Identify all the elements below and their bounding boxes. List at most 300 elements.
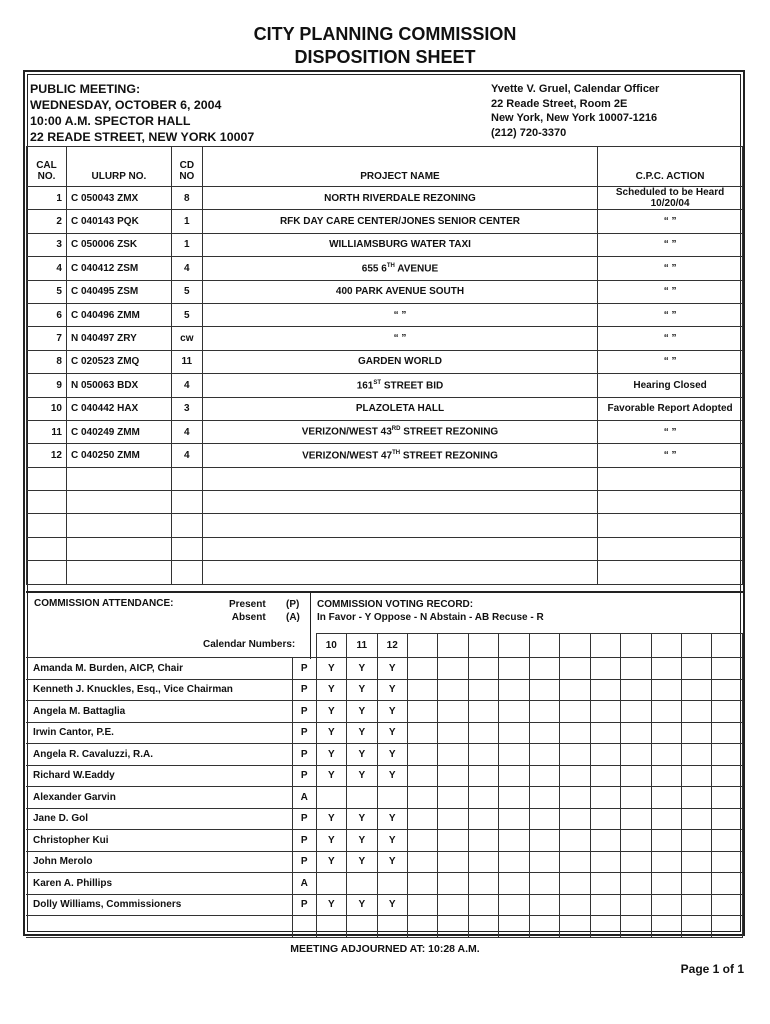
project-name-part: VERIZON/WEST 43 [301,426,392,438]
cpc-action: “ ” [598,303,743,326]
vote-cell [407,787,437,809]
vote-cell: Y [347,679,377,701]
project-name [202,420,597,443]
attendance-status: P [292,894,316,916]
empty-cell [202,467,597,490]
project-name: GARDEN WORLD [202,350,597,373]
vote-cell: Y [347,658,377,680]
calendar-number: 12 [377,634,407,658]
project-name-part: VERIZON/WEST 47 [302,450,393,462]
calendar-number [621,634,651,658]
commissioner-row [26,744,743,766]
cd-no: 3 [171,397,202,420]
page-number: Page 1 of 1 [680,962,744,976]
vote-cell [712,701,743,723]
project-name: WILLIAMSBURG WATER TAXI [202,233,597,256]
project-row [27,187,743,210]
project-name [202,374,597,397]
cd-no: 5 [171,280,202,303]
vote-cell [529,765,559,787]
vote-cell [560,701,590,723]
vote-cell [651,744,681,766]
attendance-status: P [292,830,316,852]
vote-cell [499,830,529,852]
ulurp-no: N 050063 BDX [66,374,171,397]
empty-cell [651,916,681,938]
vote-cell [712,851,743,873]
cal-no: 4 [27,257,67,280]
empty-cell [598,537,743,560]
vote-cell: Y [347,894,377,916]
empty-cell [202,514,597,537]
project-name-header: PROJECT NAME [202,147,597,187]
vote-cell [529,701,559,723]
calendar-number [590,634,620,658]
ulurp-no: C 040496 ZMM [66,303,171,326]
empty-cell [499,916,529,938]
vote-cell [560,873,590,895]
vote-cell [682,744,712,766]
vote-cell: Y [377,744,407,766]
vote-cell [438,830,468,852]
commissioner-row [26,830,743,852]
vote-cell [438,851,468,873]
empty-cell [682,916,712,938]
project-row [27,397,743,420]
vote-cell [499,701,529,723]
vote-cell [529,873,559,895]
vote-cell: Y [316,679,346,701]
commissioner-row [26,679,743,701]
page-subtitle: DISPOSITION SHEET [294,47,476,67]
vote-cell [499,679,529,701]
commissioner-name: Angela R. Cavaluzzi, R.A. [26,744,292,766]
vote-cell: Y [377,894,407,916]
vote-cell [529,830,559,852]
vote-cell [499,787,529,809]
vote-cell [316,787,346,809]
vote-cell [407,851,437,873]
vote-cell [682,679,712,701]
project-row [27,444,743,467]
meeting-line: 22 READE STREET, NEW YORK 10007 [30,130,255,144]
vote-cell: Y [347,744,377,766]
ulurp-no: C 040495 ZSM [66,280,171,303]
vote-cell [499,808,529,830]
vote-cell [438,765,468,787]
ulurp-no: C 040412 ZSM [66,257,171,280]
vote-cell [712,873,743,895]
commissioner-name: John Merolo [26,851,292,873]
project-name-part: AVENUE [394,263,439,275]
vote-cell [621,658,651,680]
cal-no: 2 [27,210,67,233]
vote-cell [712,830,743,852]
vote-cell [712,679,743,701]
vote-cell [590,894,620,916]
project-name [202,444,597,467]
commissioner-name: Kenneth J. Knuckles, Esq., Vice Chairman [26,679,292,701]
empty-project-row [27,467,743,490]
ulurp-no: C 040249 ZMM [66,420,171,443]
vote-cell [621,873,651,895]
vote-cell [560,679,590,701]
project-name-suffix: TH [386,262,395,269]
project-name: RFK DAY CARE CENTER/JONES SENIOR CENTER [202,210,597,233]
calendar-number [499,634,529,658]
vote-cell [347,873,377,895]
empty-cell [26,916,292,938]
project-name: “ ” [202,327,597,350]
vote-cell [407,744,437,766]
attendance-status: P [292,765,316,787]
ulurp-no: C 040442 HAX [66,397,171,420]
ulurp-no: C 050043 ZMX [66,187,171,210]
vote-cell [651,808,681,830]
cpc-action-header: C.P.C. ACTION [598,147,743,187]
empty-cell [27,467,67,490]
vote-cell [651,851,681,873]
project-name: PLAZOLETA HALL [202,397,597,420]
ulurp-no: C 040250 ZMM [66,444,171,467]
cal-no: 9 [27,374,67,397]
vote-cell [560,894,590,916]
project-table-header [27,147,743,187]
commissioner-name: Richard W.Eaddy [26,765,292,787]
empty-project-row [27,537,743,560]
vote-cell [407,873,437,895]
attendance-status: P [292,701,316,723]
vote-cell [407,765,437,787]
vote-cell: Y [347,830,377,852]
vote-cell: Y [377,701,407,723]
empty-cell [171,561,202,584]
project-row [27,280,743,303]
project-row [27,327,743,350]
vote-cell: Y [316,722,346,744]
vote-cell [682,722,712,744]
empty-cell [27,561,67,584]
vote-cell [468,744,498,766]
empty-cell [171,537,202,560]
commissioner-name: Angela M. Battaglia [26,701,292,723]
vote-cell [560,851,590,873]
vote-cell [590,658,620,680]
empty-cell [598,514,743,537]
calendar-number [712,634,743,658]
attendance-status: P [292,722,316,744]
vote-cell [529,679,559,701]
vote-cell: Y [316,851,346,873]
vote-cell [468,830,498,852]
calendar-number [438,634,468,658]
officer-line: New York, New York 10007-1216 [491,112,658,124]
vote-cell [682,658,712,680]
vote-cell [651,765,681,787]
empty-cell [202,561,597,584]
vote-cell [590,679,620,701]
calendar-numbers-row [26,634,743,658]
vote-cell [407,701,437,723]
attendance-status: A [292,787,316,809]
attendance-status: A [292,873,316,895]
meeting-line: WEDNESDAY, OCTOBER 6, 2004 [30,98,222,112]
attendance-status: P [292,851,316,873]
vote-cell [438,787,468,809]
vote-cell: Y [377,808,407,830]
commissioner-row [26,722,743,744]
cal-no: 6 [27,303,67,326]
empty-cell [468,916,498,938]
vote-cell [682,808,712,830]
vote-cell [621,894,651,916]
project-name-suffix: TH [392,449,401,456]
vote-cell [468,787,498,809]
empty-cell [407,916,437,938]
calendar-number [560,634,590,658]
empty-cell [598,467,743,490]
vote-cell [499,851,529,873]
officer-line: Yvette V. Gruel, Calendar Officer [491,83,660,95]
vote-cell [590,701,620,723]
vote-cell [560,658,590,680]
attendance-codes: (P) (A) [286,599,300,623]
attendance-status: P [292,808,316,830]
vote-cell [529,787,559,809]
vote-cell: Y [347,722,377,744]
vote-cell [377,873,407,895]
cal-no: 5 [27,280,67,303]
vote-cell [529,658,559,680]
cd-no: 8 [171,187,202,210]
vote-cell [529,894,559,916]
vote-cell [682,787,712,809]
cd-no: 4 [171,257,202,280]
commissioner-name: Dolly Williams, Commissioners [26,894,292,916]
vote-cell [468,722,498,744]
empty-cell [347,916,377,938]
vote-cell [438,744,468,766]
empty-commissioner-row [26,916,743,938]
project-row [27,233,743,256]
vote-cell [651,894,681,916]
attendance-legend: Present Absent [229,599,266,623]
empty-cell [66,491,171,514]
commissioner-name: Christopher Kui [26,830,292,852]
vote-cell [590,744,620,766]
vote-cell: Y [316,701,346,723]
vote-cell [438,808,468,830]
commissioner-row [26,851,743,873]
empty-project-row [27,561,743,584]
vote-cell [590,830,620,852]
vote-cell [590,808,620,830]
vote-cell [468,851,498,873]
meeting-info [30,81,254,145]
project-table [26,146,743,585]
cd-no: cw [171,327,202,350]
vote-cell [590,722,620,744]
cd-no: 11 [171,350,202,373]
vote-cell [682,894,712,916]
vote-cell [560,744,590,766]
empty-cell [66,514,171,537]
commissioner-row [26,894,743,916]
vote-cell [407,894,437,916]
cal-no: 1 [27,187,67,210]
vote-cell [347,787,377,809]
vote-cell: Y [347,765,377,787]
vote-cell: Y [377,722,407,744]
cal-no: 11 [27,420,67,443]
attendance-status: P [292,658,316,680]
empty-cell [27,491,67,514]
vote-cell [712,765,743,787]
vote-cell [468,894,498,916]
empty-cell [292,916,316,938]
project-name-suffix: ST [373,379,382,386]
ulurp-no: N 040497 ZRY [66,327,171,350]
vote-cell [682,873,712,895]
empty-cell [171,491,202,514]
commissioner-row [26,873,743,895]
project-row [27,420,743,443]
cal-no: 7 [27,327,67,350]
calendar-numbers-label: Calendar Numbers: [203,639,296,650]
vote-cell [712,744,743,766]
project-name-part: STREET REZONING [400,426,499,438]
project-name: NORTH RIVERDALE REZONING [202,187,597,210]
empty-cell [712,916,743,938]
cal-no: 8 [27,350,67,373]
empty-cell [598,561,743,584]
vote-cell [499,744,529,766]
vote-cell: Y [377,679,407,701]
vote-cell [712,808,743,830]
cal-no: 3 [27,233,67,256]
cal-no: 10 [27,397,67,420]
vote-cell [590,765,620,787]
vote-cell [590,851,620,873]
empty-cell [202,537,597,560]
vote-cell [560,830,590,852]
vote-cell [712,722,743,744]
attendance-label: COMMISSION ATTENDANCE: [34,598,174,609]
vote-cell [438,873,468,895]
calendar-number: 10 [316,634,346,658]
vote-cell: Y [377,658,407,680]
commissioner-name: Karen A. Phillips [26,873,292,895]
vote-cell [468,701,498,723]
vote-cell [438,658,468,680]
empty-cell [66,467,171,490]
vote-cell [651,830,681,852]
vote-cell [682,851,712,873]
vote-cell [621,851,651,873]
empty-cell [202,491,597,514]
vote-cell [438,894,468,916]
vote-cell [712,787,743,809]
vote-cell [560,787,590,809]
officer-line: 22 Reade Street, Room 2E [491,97,628,110]
vote-cell [438,701,468,723]
commissioner-row [26,765,743,787]
calendar-number [682,634,712,658]
vote-cell [377,787,407,809]
commissioner-name: Alexander Garvin [26,787,292,809]
blank-cell [292,634,316,658]
vote-cell [590,873,620,895]
calendar-number: 11 [347,634,377,658]
vote-cell [560,808,590,830]
vote-cell [438,722,468,744]
meeting-line: PUBLIC MEETING: [30,82,141,96]
vote-cell [651,679,681,701]
vote-cell [651,722,681,744]
calendar-number [468,634,498,658]
project-name-suffix: RD [391,426,401,433]
empty-cell [438,916,468,938]
vote-cell: Y [377,851,407,873]
project-name: 400 PARK AVENUE SOUTH [202,280,597,303]
vote-cell [651,873,681,895]
project-name [202,257,597,280]
cd-no: 5 [171,303,202,326]
vote-cell [468,873,498,895]
cpc-action: Hearing Closed [598,374,743,397]
project-name: “ ” [202,303,597,326]
cd-no: 1 [171,210,202,233]
vote-cell [560,722,590,744]
vote-cell [621,787,651,809]
vote-cell [529,851,559,873]
empty-cell [590,916,620,938]
cal-no: 12 [27,444,67,467]
vote-cell [651,787,681,809]
vote-cell [468,658,498,680]
vote-cell [468,765,498,787]
calendar-number [407,634,437,658]
empty-project-row [27,514,743,537]
voting-record-legend: COMMISSION VOTING RECORD: In Favor - Y Oppose - N Abstain - AB Recuse - R [317,599,544,623]
vote-cell [468,679,498,701]
vote-cell [682,701,712,723]
cpc-action: “ ” [598,210,743,233]
vote-cell [407,830,437,852]
project-name-part: STREET REZONING [400,450,498,462]
vote-cell: Y [316,894,346,916]
vote-cell [560,765,590,787]
project-row [27,210,743,233]
vote-cell [682,830,712,852]
vote-cell [529,744,559,766]
voting-table [26,633,743,938]
vote-cell [438,679,468,701]
cd-no: 4 [171,444,202,467]
project-name-part: STREET BID [381,379,444,391]
vote-cell [499,873,529,895]
attendance-status: P [292,744,316,766]
vote-cell [621,808,651,830]
empty-cell [316,916,346,938]
cd-no: 4 [171,420,202,443]
ulurp-no: C 050006 ZSK [66,233,171,256]
cpc-action: “ ” [598,233,743,256]
empty-cell [27,514,67,537]
vote-cell [621,679,651,701]
commissioner-row [26,658,743,680]
vote-cell: Y [316,658,346,680]
